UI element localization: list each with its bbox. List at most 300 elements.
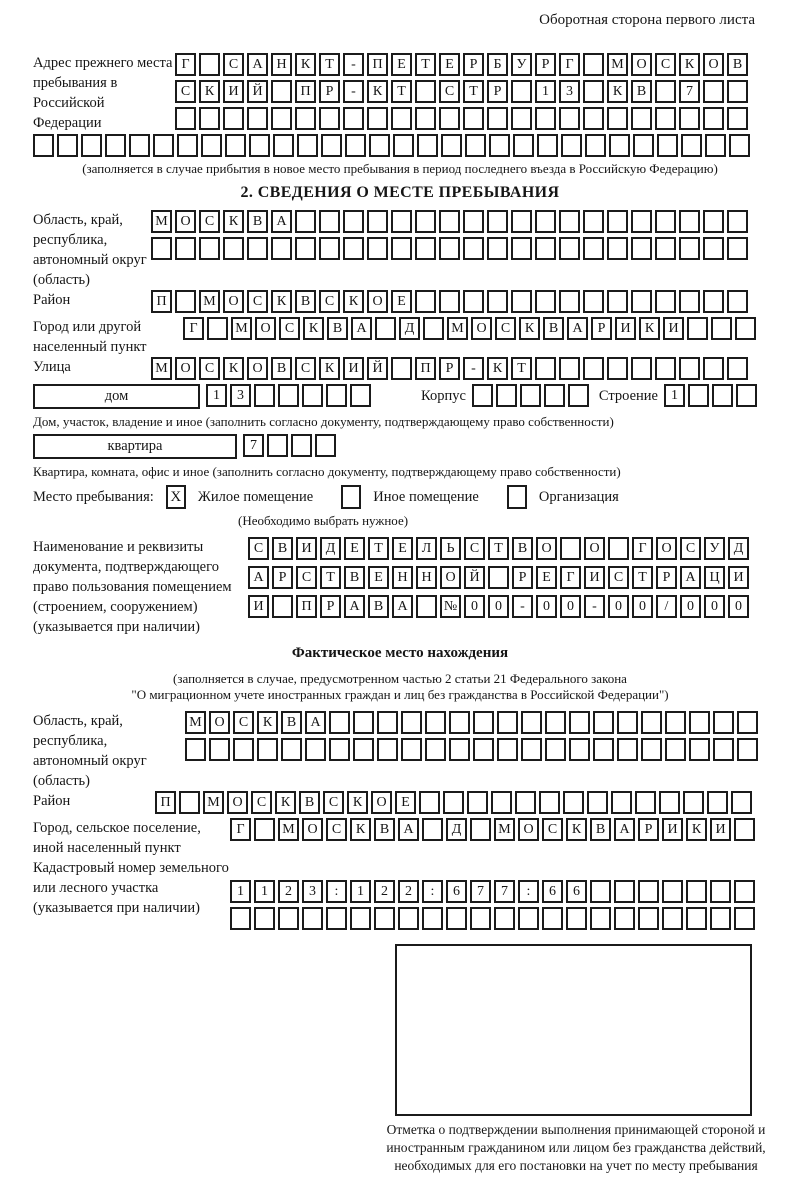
char-cell[interactable] bbox=[655, 357, 676, 380]
char-cell[interactable]: М bbox=[231, 317, 252, 340]
char-cell[interactable]: М bbox=[151, 210, 172, 233]
char-cell[interactable] bbox=[423, 317, 444, 340]
char-cell[interactable] bbox=[617, 738, 638, 761]
char-cell[interactable] bbox=[207, 317, 228, 340]
char-cell[interactable] bbox=[305, 738, 326, 761]
char-cell[interactable] bbox=[472, 384, 493, 407]
char-cell[interactable] bbox=[489, 134, 510, 157]
char-cell[interactable]: П bbox=[155, 791, 176, 814]
char-cell[interactable] bbox=[712, 384, 733, 407]
char-cell[interactable] bbox=[488, 566, 509, 589]
char-cell[interactable] bbox=[326, 907, 347, 930]
char-cell[interactable]: А bbox=[248, 566, 269, 589]
char-cell[interactable] bbox=[657, 134, 678, 157]
char-cell[interactable] bbox=[727, 107, 748, 130]
char-cell[interactable]: К bbox=[519, 317, 540, 340]
char-cell[interactable]: П bbox=[151, 290, 172, 313]
char-cell[interactable] bbox=[679, 237, 700, 260]
char-cell[interactable]: И bbox=[248, 595, 269, 618]
char-cell[interactable]: 0 bbox=[632, 595, 653, 618]
char-cell[interactable] bbox=[393, 134, 414, 157]
char-cell[interactable]: О bbox=[536, 537, 557, 560]
char-cell[interactable]: С bbox=[199, 357, 220, 380]
char-cell[interactable] bbox=[151, 237, 172, 260]
char-cell[interactable] bbox=[587, 791, 608, 814]
char-cell[interactable]: С bbox=[175, 80, 196, 103]
char-cell[interactable]: И bbox=[584, 566, 605, 589]
char-cell[interactable] bbox=[713, 738, 734, 761]
char-cell[interactable]: С bbox=[323, 791, 344, 814]
char-cell[interactable]: Г bbox=[230, 818, 251, 841]
char-cell[interactable] bbox=[496, 384, 517, 407]
char-cell[interactable] bbox=[631, 357, 652, 380]
char-cell[interactable]: 0 bbox=[488, 595, 509, 618]
char-cell[interactable]: С bbox=[495, 317, 516, 340]
char-cell[interactable]: О bbox=[247, 357, 268, 380]
char-cell[interactable] bbox=[711, 317, 732, 340]
char-cell[interactable] bbox=[153, 134, 174, 157]
char-cell[interactable] bbox=[679, 107, 700, 130]
char-cell[interactable]: С bbox=[248, 537, 269, 560]
char-cell[interactable]: И bbox=[710, 818, 731, 841]
char-cell[interactable] bbox=[641, 711, 662, 734]
char-cell[interactable] bbox=[566, 907, 587, 930]
checkbox-organization[interactable] bbox=[507, 485, 527, 509]
char-cell[interactable]: Т bbox=[391, 80, 412, 103]
char-cell[interactable] bbox=[367, 237, 388, 260]
char-cell[interactable]: С bbox=[247, 290, 268, 313]
char-cell[interactable] bbox=[734, 880, 755, 903]
char-cell[interactable] bbox=[559, 107, 580, 130]
char-cell[interactable] bbox=[511, 237, 532, 260]
char-cell[interactable] bbox=[272, 595, 293, 618]
char-cell[interactable]: С bbox=[223, 53, 244, 76]
char-cell[interactable] bbox=[710, 907, 731, 930]
char-cell[interactable]: К bbox=[566, 818, 587, 841]
char-cell[interactable] bbox=[278, 384, 299, 407]
char-cell[interactable]: 2 bbox=[398, 880, 419, 903]
char-cell[interactable] bbox=[225, 134, 246, 157]
char-cell[interactable]: Л bbox=[416, 537, 437, 560]
char-cell[interactable] bbox=[185, 738, 206, 761]
char-cell[interactable]: О bbox=[656, 537, 677, 560]
char-cell[interactable]: В bbox=[247, 210, 268, 233]
char-cell[interactable]: Г bbox=[560, 566, 581, 589]
char-cell[interactable] bbox=[401, 711, 422, 734]
char-cell[interactable] bbox=[662, 907, 683, 930]
char-cell[interactable] bbox=[416, 595, 437, 618]
char-cell[interactable]: П bbox=[295, 80, 316, 103]
char-cell[interactable]: - bbox=[463, 357, 484, 380]
char-cell[interactable] bbox=[583, 237, 604, 260]
char-cell[interactable] bbox=[223, 107, 244, 130]
char-cell[interactable] bbox=[659, 791, 680, 814]
char-cell[interactable]: С bbox=[608, 566, 629, 589]
char-cell[interactable] bbox=[441, 134, 462, 157]
char-cell[interactable]: Д bbox=[728, 537, 749, 560]
char-cell[interactable] bbox=[665, 738, 686, 761]
char-cell[interactable]: 0 bbox=[608, 595, 629, 618]
char-cell[interactable] bbox=[689, 738, 710, 761]
char-cell[interactable] bbox=[223, 237, 244, 260]
char-cell[interactable]: 1 bbox=[350, 880, 371, 903]
char-cell[interactable] bbox=[391, 237, 412, 260]
char-cell[interactable] bbox=[295, 107, 316, 130]
char-cell[interactable] bbox=[614, 880, 635, 903]
char-cell[interactable]: В bbox=[271, 357, 292, 380]
char-cell[interactable] bbox=[302, 907, 323, 930]
char-cell[interactable] bbox=[511, 107, 532, 130]
char-cell[interactable]: Т bbox=[463, 80, 484, 103]
char-cell[interactable] bbox=[439, 210, 460, 233]
char-cell[interactable] bbox=[537, 134, 558, 157]
char-cell[interactable]: А bbox=[567, 317, 588, 340]
char-cell[interactable] bbox=[569, 738, 590, 761]
char-cell[interactable]: 7 bbox=[470, 880, 491, 903]
char-cell[interactable] bbox=[734, 818, 755, 841]
char-cell[interactable] bbox=[319, 210, 340, 233]
char-cell[interactable] bbox=[443, 791, 464, 814]
char-cell[interactable]: С bbox=[251, 791, 272, 814]
char-cell[interactable]: Р bbox=[638, 818, 659, 841]
char-cell[interactable] bbox=[681, 134, 702, 157]
char-cell[interactable] bbox=[367, 107, 388, 130]
char-cell[interactable]: В bbox=[543, 317, 564, 340]
char-cell[interactable]: 0 bbox=[536, 595, 557, 618]
char-cell[interactable] bbox=[727, 357, 748, 380]
char-cell[interactable]: - bbox=[512, 595, 533, 618]
char-cell[interactable] bbox=[727, 80, 748, 103]
char-cell[interactable]: О bbox=[631, 53, 652, 76]
char-cell[interactable]: К bbox=[223, 210, 244, 233]
char-cell[interactable] bbox=[703, 290, 724, 313]
char-cell[interactable]: С bbox=[295, 357, 316, 380]
char-cell[interactable] bbox=[249, 134, 270, 157]
char-cell[interactable]: - bbox=[584, 595, 605, 618]
char-cell[interactable] bbox=[295, 210, 316, 233]
char-cell[interactable] bbox=[463, 107, 484, 130]
char-cell[interactable]: С bbox=[233, 711, 254, 734]
char-cell[interactable]: Р bbox=[319, 80, 340, 103]
char-cell[interactable] bbox=[177, 134, 198, 157]
char-cell[interactable] bbox=[257, 738, 278, 761]
char-cell[interactable] bbox=[449, 738, 470, 761]
char-cell[interactable]: Р bbox=[487, 80, 508, 103]
char-cell[interactable]: А bbox=[351, 317, 372, 340]
char-cell[interactable] bbox=[350, 384, 371, 407]
char-cell[interactable] bbox=[609, 134, 630, 157]
char-cell[interactable]: - bbox=[343, 80, 364, 103]
char-cell[interactable] bbox=[559, 357, 580, 380]
char-cell[interactable]: О bbox=[175, 357, 196, 380]
char-cell[interactable]: Г bbox=[632, 537, 653, 560]
char-cell[interactable]: М bbox=[199, 290, 220, 313]
char-cell[interactable] bbox=[607, 357, 628, 380]
char-cell[interactable] bbox=[209, 738, 230, 761]
char-cell[interactable]: 6 bbox=[566, 880, 587, 903]
char-cell[interactable]: Т bbox=[632, 566, 653, 589]
char-cell[interactable] bbox=[439, 290, 460, 313]
char-cell[interactable]: 3 bbox=[302, 880, 323, 903]
char-cell[interactable] bbox=[267, 434, 288, 457]
char-cell[interactable]: И bbox=[728, 566, 749, 589]
char-cell[interactable] bbox=[703, 210, 724, 233]
char-cell[interactable] bbox=[446, 907, 467, 930]
char-cell[interactable] bbox=[703, 107, 724, 130]
char-cell[interactable] bbox=[199, 53, 220, 76]
char-cell[interactable] bbox=[175, 107, 196, 130]
char-cell[interactable] bbox=[33, 134, 54, 157]
char-cell[interactable]: 0 bbox=[464, 595, 485, 618]
char-cell[interactable]: О bbox=[227, 791, 248, 814]
char-cell[interactable] bbox=[326, 384, 347, 407]
char-cell[interactable] bbox=[199, 237, 220, 260]
char-cell[interactable]: 1 bbox=[254, 880, 275, 903]
char-cell[interactable]: Е bbox=[391, 290, 412, 313]
char-cell[interactable]: И bbox=[296, 537, 317, 560]
char-cell[interactable]: И bbox=[662, 818, 683, 841]
char-cell[interactable]: 7 bbox=[243, 434, 264, 457]
char-cell[interactable] bbox=[473, 738, 494, 761]
char-cell[interactable] bbox=[614, 907, 635, 930]
char-cell[interactable]: О bbox=[584, 537, 605, 560]
char-cell[interactable]: 1 bbox=[535, 80, 556, 103]
char-cell[interactable] bbox=[593, 711, 614, 734]
char-cell[interactable] bbox=[703, 357, 724, 380]
char-cell[interactable]: Е bbox=[536, 566, 557, 589]
char-cell[interactable] bbox=[638, 880, 659, 903]
char-cell[interactable] bbox=[254, 907, 275, 930]
char-cell[interactable]: В bbox=[327, 317, 348, 340]
char-cell[interactable] bbox=[611, 791, 632, 814]
char-cell[interactable] bbox=[439, 237, 460, 260]
char-cell[interactable]: К bbox=[199, 80, 220, 103]
char-cell[interactable] bbox=[607, 107, 628, 130]
char-cell[interactable] bbox=[415, 210, 436, 233]
char-cell[interactable] bbox=[683, 791, 704, 814]
char-cell[interactable]: В bbox=[281, 711, 302, 734]
char-cell[interactable] bbox=[417, 134, 438, 157]
char-cell[interactable] bbox=[374, 907, 395, 930]
char-cell[interactable]: Р bbox=[320, 595, 341, 618]
char-cell[interactable] bbox=[559, 290, 580, 313]
char-cell[interactable] bbox=[345, 134, 366, 157]
char-cell[interactable]: О bbox=[518, 818, 539, 841]
char-cell[interactable]: К bbox=[303, 317, 324, 340]
char-cell[interactable]: М bbox=[203, 791, 224, 814]
char-cell[interactable] bbox=[542, 907, 563, 930]
char-cell[interactable] bbox=[391, 357, 412, 380]
char-cell[interactable] bbox=[545, 711, 566, 734]
char-cell[interactable] bbox=[319, 237, 340, 260]
char-cell[interactable]: О bbox=[371, 791, 392, 814]
char-cell[interactable] bbox=[473, 711, 494, 734]
char-cell[interactable]: А bbox=[305, 711, 326, 734]
char-cell[interactable]: Й bbox=[464, 566, 485, 589]
char-cell[interactable] bbox=[729, 134, 750, 157]
char-cell[interactable] bbox=[521, 711, 542, 734]
char-cell[interactable] bbox=[57, 134, 78, 157]
char-cell[interactable] bbox=[415, 237, 436, 260]
char-cell[interactable]: М bbox=[447, 317, 468, 340]
char-cell[interactable]: К bbox=[271, 290, 292, 313]
char-cell[interactable] bbox=[201, 134, 222, 157]
char-cell[interactable]: 3 bbox=[230, 384, 251, 407]
char-cell[interactable] bbox=[467, 791, 488, 814]
char-cell[interactable] bbox=[247, 107, 268, 130]
char-cell[interactable] bbox=[278, 907, 299, 930]
char-cell[interactable] bbox=[736, 384, 757, 407]
char-cell[interactable]: Р bbox=[272, 566, 293, 589]
char-cell[interactable] bbox=[391, 107, 412, 130]
char-cell[interactable] bbox=[343, 107, 364, 130]
char-cell[interactable] bbox=[377, 711, 398, 734]
char-cell[interactable] bbox=[583, 80, 604, 103]
char-cell[interactable]: С bbox=[680, 537, 701, 560]
char-cell[interactable]: К bbox=[223, 357, 244, 380]
char-cell[interactable] bbox=[655, 290, 676, 313]
char-cell[interactable]: 1 bbox=[664, 384, 685, 407]
char-cell[interactable]: Б bbox=[487, 53, 508, 76]
char-cell[interactable]: 1 bbox=[206, 384, 227, 407]
char-cell[interactable]: Е bbox=[391, 53, 412, 76]
char-cell[interactable] bbox=[175, 237, 196, 260]
char-cell[interactable]: С bbox=[279, 317, 300, 340]
char-cell[interactable]: У bbox=[511, 53, 532, 76]
char-cell[interactable]: К bbox=[607, 80, 628, 103]
char-cell[interactable] bbox=[638, 907, 659, 930]
char-cell[interactable]: / bbox=[656, 595, 677, 618]
char-cell[interactable]: М bbox=[494, 818, 515, 841]
char-cell[interactable] bbox=[734, 907, 755, 930]
char-cell[interactable] bbox=[329, 711, 350, 734]
char-cell[interactable] bbox=[631, 107, 652, 130]
char-cell[interactable] bbox=[735, 317, 756, 340]
char-cell[interactable] bbox=[686, 880, 707, 903]
char-cell[interactable] bbox=[487, 210, 508, 233]
char-cell[interactable]: У bbox=[704, 537, 725, 560]
char-cell[interactable] bbox=[727, 290, 748, 313]
char-cell[interactable] bbox=[544, 384, 565, 407]
char-cell[interactable]: С bbox=[326, 818, 347, 841]
char-cell[interactable] bbox=[463, 290, 484, 313]
char-cell[interactable]: А bbox=[680, 566, 701, 589]
char-cell[interactable]: 1 bbox=[230, 880, 251, 903]
char-cell[interactable]: - bbox=[343, 53, 364, 76]
char-cell[interactable] bbox=[559, 210, 580, 233]
char-cell[interactable]: К bbox=[319, 357, 340, 380]
char-cell[interactable]: Т bbox=[415, 53, 436, 76]
char-cell[interactable] bbox=[439, 107, 460, 130]
char-cell[interactable]: Е bbox=[368, 566, 389, 589]
char-cell[interactable]: И bbox=[615, 317, 636, 340]
char-cell[interactable] bbox=[487, 290, 508, 313]
char-cell[interactable] bbox=[419, 791, 440, 814]
char-cell[interactable]: Т bbox=[488, 537, 509, 560]
char-cell[interactable]: Е bbox=[392, 537, 413, 560]
char-cell[interactable]: К bbox=[487, 357, 508, 380]
char-cell[interactable] bbox=[281, 738, 302, 761]
char-cell[interactable] bbox=[607, 290, 628, 313]
char-cell[interactable] bbox=[515, 791, 536, 814]
char-cell[interactable] bbox=[273, 134, 294, 157]
char-cell[interactable] bbox=[545, 738, 566, 761]
char-cell[interactable] bbox=[247, 237, 268, 260]
char-cell[interactable] bbox=[583, 107, 604, 130]
char-cell[interactable]: 0 bbox=[728, 595, 749, 618]
char-cell[interactable] bbox=[199, 107, 220, 130]
char-cell[interactable]: Т bbox=[319, 53, 340, 76]
char-cell[interactable]: Д bbox=[446, 818, 467, 841]
char-cell[interactable]: 6 bbox=[542, 880, 563, 903]
char-cell[interactable] bbox=[607, 237, 628, 260]
char-cell[interactable] bbox=[497, 711, 518, 734]
char-cell[interactable] bbox=[689, 711, 710, 734]
char-cell[interactable] bbox=[463, 237, 484, 260]
char-cell[interactable]: А bbox=[614, 818, 635, 841]
char-cell[interactable]: Р bbox=[463, 53, 484, 76]
char-cell[interactable] bbox=[535, 290, 556, 313]
char-cell[interactable] bbox=[731, 791, 752, 814]
char-cell[interactable] bbox=[631, 210, 652, 233]
char-cell[interactable]: : bbox=[422, 880, 443, 903]
char-cell[interactable] bbox=[415, 290, 436, 313]
char-cell[interactable]: Г bbox=[183, 317, 204, 340]
char-cell[interactable] bbox=[737, 738, 758, 761]
char-cell[interactable]: С bbox=[542, 818, 563, 841]
char-cell[interactable]: Р bbox=[591, 317, 612, 340]
char-cell[interactable]: 2 bbox=[374, 880, 395, 903]
char-cell[interactable] bbox=[703, 80, 724, 103]
char-cell[interactable] bbox=[688, 384, 709, 407]
char-cell[interactable] bbox=[679, 357, 700, 380]
char-cell[interactable] bbox=[513, 134, 534, 157]
char-cell[interactable] bbox=[353, 738, 374, 761]
char-cell[interactable] bbox=[369, 134, 390, 157]
char-cell[interactable] bbox=[271, 80, 292, 103]
char-cell[interactable] bbox=[707, 791, 728, 814]
char-cell[interactable] bbox=[590, 907, 611, 930]
char-cell[interactable] bbox=[583, 290, 604, 313]
char-cell[interactable]: Г bbox=[559, 53, 580, 76]
char-cell[interactable] bbox=[679, 210, 700, 233]
char-cell[interactable] bbox=[679, 290, 700, 313]
char-cell[interactable]: А bbox=[398, 818, 419, 841]
char-cell[interactable]: К bbox=[350, 818, 371, 841]
char-cell[interactable] bbox=[377, 738, 398, 761]
char-cell[interactable] bbox=[569, 711, 590, 734]
char-cell[interactable]: Ь bbox=[440, 537, 461, 560]
char-cell[interactable]: В bbox=[368, 595, 389, 618]
char-cell[interactable] bbox=[727, 237, 748, 260]
char-cell[interactable] bbox=[487, 237, 508, 260]
char-cell[interactable]: О bbox=[440, 566, 461, 589]
char-cell[interactable] bbox=[563, 791, 584, 814]
char-cell[interactable] bbox=[487, 107, 508, 130]
char-cell[interactable]: Р bbox=[535, 53, 556, 76]
char-cell[interactable] bbox=[655, 107, 676, 130]
char-cell[interactable]: Д bbox=[320, 537, 341, 560]
char-cell[interactable]: Д bbox=[399, 317, 420, 340]
char-cell[interactable]: И bbox=[663, 317, 684, 340]
char-cell[interactable] bbox=[302, 384, 323, 407]
char-cell[interactable] bbox=[319, 107, 340, 130]
char-cell[interactable] bbox=[631, 237, 652, 260]
char-cell[interactable]: К bbox=[257, 711, 278, 734]
char-cell[interactable]: 0 bbox=[704, 595, 725, 618]
char-cell[interactable]: К bbox=[343, 290, 364, 313]
char-cell[interactable] bbox=[727, 210, 748, 233]
